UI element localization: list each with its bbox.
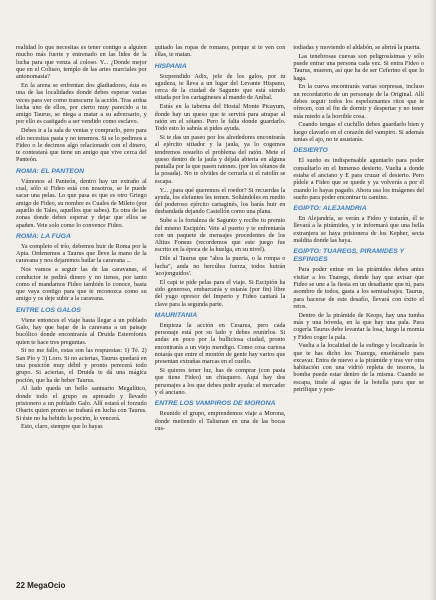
paragraph: Vámonos al Panteón, dentro hay un extraño al cual, sólo si Fideo está con nosotros, se le puede sacar una pelas. Lo que pasa es que es otro Griego amigo de Fideo, su nombre es Cuales de Mileto (por aquello de Tales, aquellos que sabes). Es otra de las zonas donde debes esperar y dejar que ellos se apañen. Vete solo como lo convence Fideo.: [16, 177, 147, 229]
paragraph: quitado las ropas de romano, porque si te ven con ellas, te matan.: [154, 44, 286, 59]
paragraph: Viene entonces el viaje hasta llegar a un poblado Galo, hay que bajar de la caravana a un paisaje bucólico donde encontrarás al Druida Esterofonix quien te hace tres preguntas.: [16, 316, 147, 346]
text-columns: [16, 44, 424, 574]
paragraph: En la arena se enfrentan dos gladiadores, ésta es una de las localidades donde debes esperar varias veces para ver como transcurre la acción. Tras ardua lucha uno de ellos, por cierto muy parecido a tu amigo Taurus, se niega a matar a su adversario, y por ello es castigado a ser vendido como esclavo.: [16, 81, 147, 126]
paragraph: En Alejandría, se verán a Fideo y tratarán, él te llevará a la pirámides, y te informará que una bella extranjera se haya prisionera de los Kepher, secta maldita donde las haya.: [293, 215, 425, 245]
page-number: 22: [16, 581, 25, 590]
paragraph: Ya completo el trío, debemos huir de Roma por la Apia. Ordenemos a Taurus que lleve la mano de la caravana y nos dejaremos bailar la caravana ...: [16, 242, 147, 265]
paragraph: realidad lo que necesitas es tener contigo a alguien mucho más fuerte y entrenado en las lides de la lucha para que venza al coloso. Y... ¿Donde mejor que en el Coliseo, templo de las artes marciales por antonomasia?: [16, 44, 147, 81]
page-edge-shadow: [430, 0, 436, 600]
paragraph: Al lado queda un bello santuario Megalítico, donde todo el grupo es apresado y llevado prisionero a un poblado Galo. Allí estará el forzudo Obarix quien pronto se trabará en lucha con Taurus. Si éste no ha bebido la poción, lo vencerá.: [16, 385, 147, 422]
section-heading: MAURITANIA: [154, 311, 198, 319]
paragraph: todiadas y moviendo el aldabón, se abrirá la puerta.: [293, 44, 421, 51]
section-heading: ROMA: EL PANTEON: [16, 167, 85, 175]
paragraph: Reunido el grupo, emprendemos viaje a Morona, donde metiendo el Talisman en una de las bocas cus-: [154, 410, 286, 432]
paragraph: Sorprendido Adix, jefe de los galos, por tu agudeza, te lleva a un lugar del Levante Hispano, cerca de la ciudad de Sagunto que está siendo sitiada por los cartagineses al mando de Aníbal.: [154, 72, 286, 102]
paragraph: Dentro de la pirámide de Keops, hay una tumba más y una bóveda, en la que hay una pala. Para cogerla Taurus debe levantar la losa, luego la momia y Fideo coger la pala.: [293, 311, 425, 341]
paragraph: Dile al Taurus que "abra la puerta, o la rompa o lucha", anda no hercúlea fuerza, todos huirán 'acojonguidos'.: [154, 255, 286, 277]
paragraph: Si no me fallo, estas son las respuestas: 1) Té. 2) San Pío y 3) Loro. Si no aciertas, Taurus quedará en una posición muy débil y pronto perecerá todo grupo. Si aciertas, el Druida te dá una mágica poción, que ha de beber Taurus.: [16, 347, 147, 384]
column-3: [293, 44, 424, 574]
column-1: [16, 44, 147, 574]
paragraph: Las tenebrosas cuevas son peligrosísimas y sólo puede entrar una persona cada vez. Si entra Fideo o Taurus, mueren, así que ha de ser Ceferino el que lo haga.: [293, 52, 425, 82]
paragraph: Debes ir a la sala de ventas y comprarlo, pero para ello necesitas pasta y no tenemos. Si se lo pedimos a Fideo o le decimos algo relacionado con el dinero, te contestará que tiene un amigo que vive cerca del Panteón.: [16, 127, 147, 164]
paragraph: Empieza la acción en Cesarea, pero cada personaje está por su lado y debes reunirlos. Si andas en poco por la bulliciosa ciudad, pronto encontrarás a un viejo mendigo. Como cosa curiosa notarás que entre el montón de gente hay varios que presentan extrañas marcas en el cuello.: [154, 321, 286, 366]
section-heading: HISPANIA: [154, 62, 187, 70]
section-heading: EGIPTO: TUAREGS, PIRAMIDES Y ESFINGES: [293, 248, 405, 264]
paragraph: Vuelta a la localidad de la esfinge y localizarás lo que te has dicho los Tuaregs, enseñárselo para excavar. Entra de nuevo a la pirámide y tras ver otra habitación con una vidrió repleta de tesoros, la bomba puede estar dentro de la misma. Cuando se escapa, tirale al agua de la botella para que se petrifique y pon-: [293, 342, 425, 394]
paragraph: Cuando tengas el cuchillo debes guardarlo bien y luego clavarlo en el corazón del vampiro. Si además tenías el ajo, no te asustarás.: [293, 121, 425, 144]
section-heading: ROMA: LA FUGA: [16, 232, 71, 240]
paragraph: En la cueva encontrarás varias sorpresas, incluso un recordatorio de un personaje de la Original. Allí debes seguir todos los espeluznantes ritos que te ofrecen, con el fin de dormir y despertar y no tener más miedo a la horrible cosa.: [293, 83, 425, 120]
paragraph: Si quieres tener luz, has de comprar (con pasta que tiene Fideo) un chisquero. Aquí hay dos personajes a los que debes pedir ayuda: el mercader y el anciano.: [154, 367, 286, 396]
section-heading: ENTRE LOS GALOS: [16, 306, 81, 314]
paragraph: Para poder entrar en las pirámides debes antes visitar a los Tuaregs, donde hay que avisar que Fideo se une a la fiesta en un desafiante que tú, para asombro de todos, gasta a los semisalvajes. Taurus, para hacerse de este desafío, llevará con éxito el retos.: [293, 266, 425, 310]
page-footer: [16, 581, 65, 590]
paragraph: El capi te pide pelas para el viaje. Si Escipión ha sido generoso, embarcarás y estarás (por fin) libre del yugo opresor del Imperio y Fideo cantará la clave para la segunda parte.: [154, 278, 286, 308]
section-heading: ENTRE LOS VAMPIROS DE MORONA: [154, 400, 276, 408]
paragraph: Y... ¿para qué queremos el roedor? Si recuerdas la ayuda, los elefantes les temen. Soltándoles en medio del poderoso ejército cartaginés, los harás huir en desbandada dejando Castellón como una plana.: [154, 186, 286, 216]
paragraph: Sube a la fortaleza de Sagunto y recibe tu premio del mismo Escipión. Vete al puerto y te enfrentarás con un paquete de mensajes procedentes de los Altius Fonsus (recordemos que este juego fue escrito en la época de la huelga, en su nivel).: [154, 217, 286, 254]
section-heading: EGIPTO: ALEJANDRIA: [293, 205, 367, 213]
paragraph: El sueño es indispensable aguntarlo para poder consultarlo en el Inmenso desierto. Vuelta a donde estaba el anciano y E para cruzar el desierto. Pero pídele a Fideo que se quede y ya volverás a por él cuando lo hayas pagado. Ahora usa los imágenes del sueño para poder encontrar tu camino.: [293, 157, 425, 201]
paragraph: Estás en la taberna del Hostal Monte Picayum, donde hay un queso que te servirá para atrapar al ratón en el sótano. Pero le falta donde guardarlo. Todo esto lo sabrás si pides ayuda.: [154, 103, 286, 133]
paragraph: Nos vamos a seguir las de las caravanas, el conductor te pedirá dinero y no tienes, por tanto como el mandamos Fideo también lo conoce, basta que vaya contigo para que te reconozca como su amigo y os deje subir a la caravana.: [16, 266, 147, 303]
paragraph: Esto, claro, siempre que lo hayas: [21, 423, 103, 431]
column-2: [155, 44, 286, 574]
paragraph: Si te das un paseo por los alrededores encontrarás al ejército sitiador y la jaula, ya lo cogemos tendremos resuelto el problema del ratón. Mete el queso dentro de la jaula y déjala abierta en alguna pantalla por la que pasen ratones. (por los sótanos de la posada). No te olvides de cerrarla si el ratolín se escapa.: [154, 133, 286, 185]
publication-name: MegaOcio: [27, 581, 66, 590]
section-heading: DESIERTO: [293, 147, 328, 155]
